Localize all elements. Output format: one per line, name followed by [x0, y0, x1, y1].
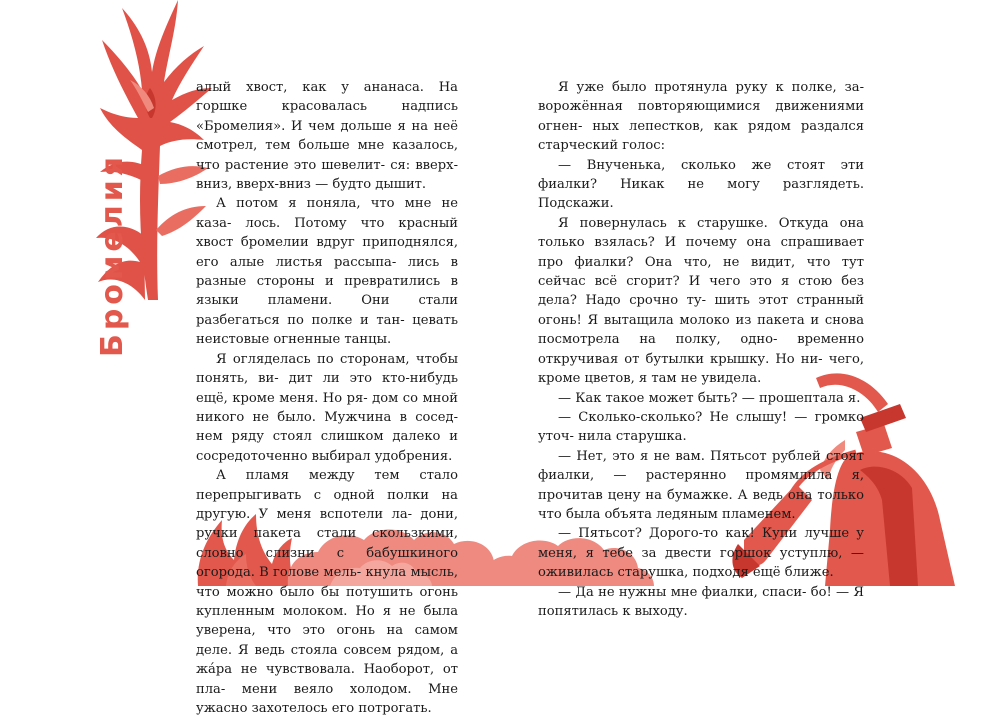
- right-page-text: [538, 78, 864, 621]
- left-page-text: [196, 78, 458, 718]
- paragraph: А пламя между тем стало перепрыгивать с одной полки на другую. У меня вспотели ла- дони, ручки пакета стали скользкими, словно слизни с бабушкиного огорода. В голове мель- кнула мысль, что можно было бы потушить огонь купленным молоком. Но я не была уверена, что это огонь на самом деле. Я ведь стояла совсем рядом, а жáра не чувствовала. Наоборот, от пла- мени веяло холодом. Мне ужасно захотелось его потрогать.: [196, 468, 458, 716]
- paragraph: — Пятьсот? Дорого-то как! Купи лучше у меня, я тебе за двести горшок уступлю, — оживилась старушка, подходя ещё ближе.: [538, 526, 864, 581]
- paragraph: — Как такое может быть? — прошептала я.: [558, 390, 861, 406]
- paragraph: — Нет, это я не вам. Пятьсот рублей стоят фиалки, — растерянно промямлила я, прочитав цену на бумажке. А ведь она только что была объята ледяным пламенем.: [538, 448, 864, 522]
- paragraph: Я повернулась к старушке. Откуда она только взялась? И почему она спрашивает про фиалки? Она что, не видит, что тут сейчас всё сгорит? И чего это я стою без дела? Надо срочно ту- шить этот странный огонь! Я вытащила молоко из пакета и снова посмотрела на полку, одно- временно откручивая от бутылки крышку. Но ни- чего, кроме цветов, я там не увидела.: [538, 215, 864, 387]
- paragraph: А потом я поняла, что мне не каза- лось. Потому что красный хвост бромелии вдруг приподнялся, его алые листья рассыпа- лись в разные стороны и превратились в языки пламени. Они стали разбегаться по полке и тан- цевать неистовые огненные танцы.: [196, 196, 458, 348]
- paragraph: Я огляделась по сторонам, чтобы понять, ви- дит ли это кто-нибудь ещё, кроме меня. Но ря- дом со мной никого не было. Мужчина в сосед- нем ряду стоял слишком далеко и сосредоточенно выбирал удобрения.: [196, 351, 458, 464]
- paragraph: Я уже было протянула руку к полке, за- ворожённая повторяющимися движениями огнен- ных лепестков, как рядом раздался старческий голос:: [538, 80, 864, 154]
- paragraph: алый хвост, как у ананаса. На горшке красовалась надпись «Бромелия». И чем дольше я на неё смотрел, тем больше мне казалось, что растение это шевелит- ся: вверх-вниз, вверх-вниз — будто дышит.: [196, 80, 458, 193]
- paragraph: — Внученька, сколько же стоят эти фиалки? Никак не могу разглядеть. Подскажи.: [538, 157, 864, 212]
- section-title: Бромелия: [95, 152, 130, 358]
- paragraph: — Да не нужны мне фиалки, спаси- бо! — Я попятилась к выходу.: [538, 584, 864, 619]
- paragraph: — Сколько-сколько? Не слышу! — громко уточ- нила старушка.: [538, 409, 864, 445]
